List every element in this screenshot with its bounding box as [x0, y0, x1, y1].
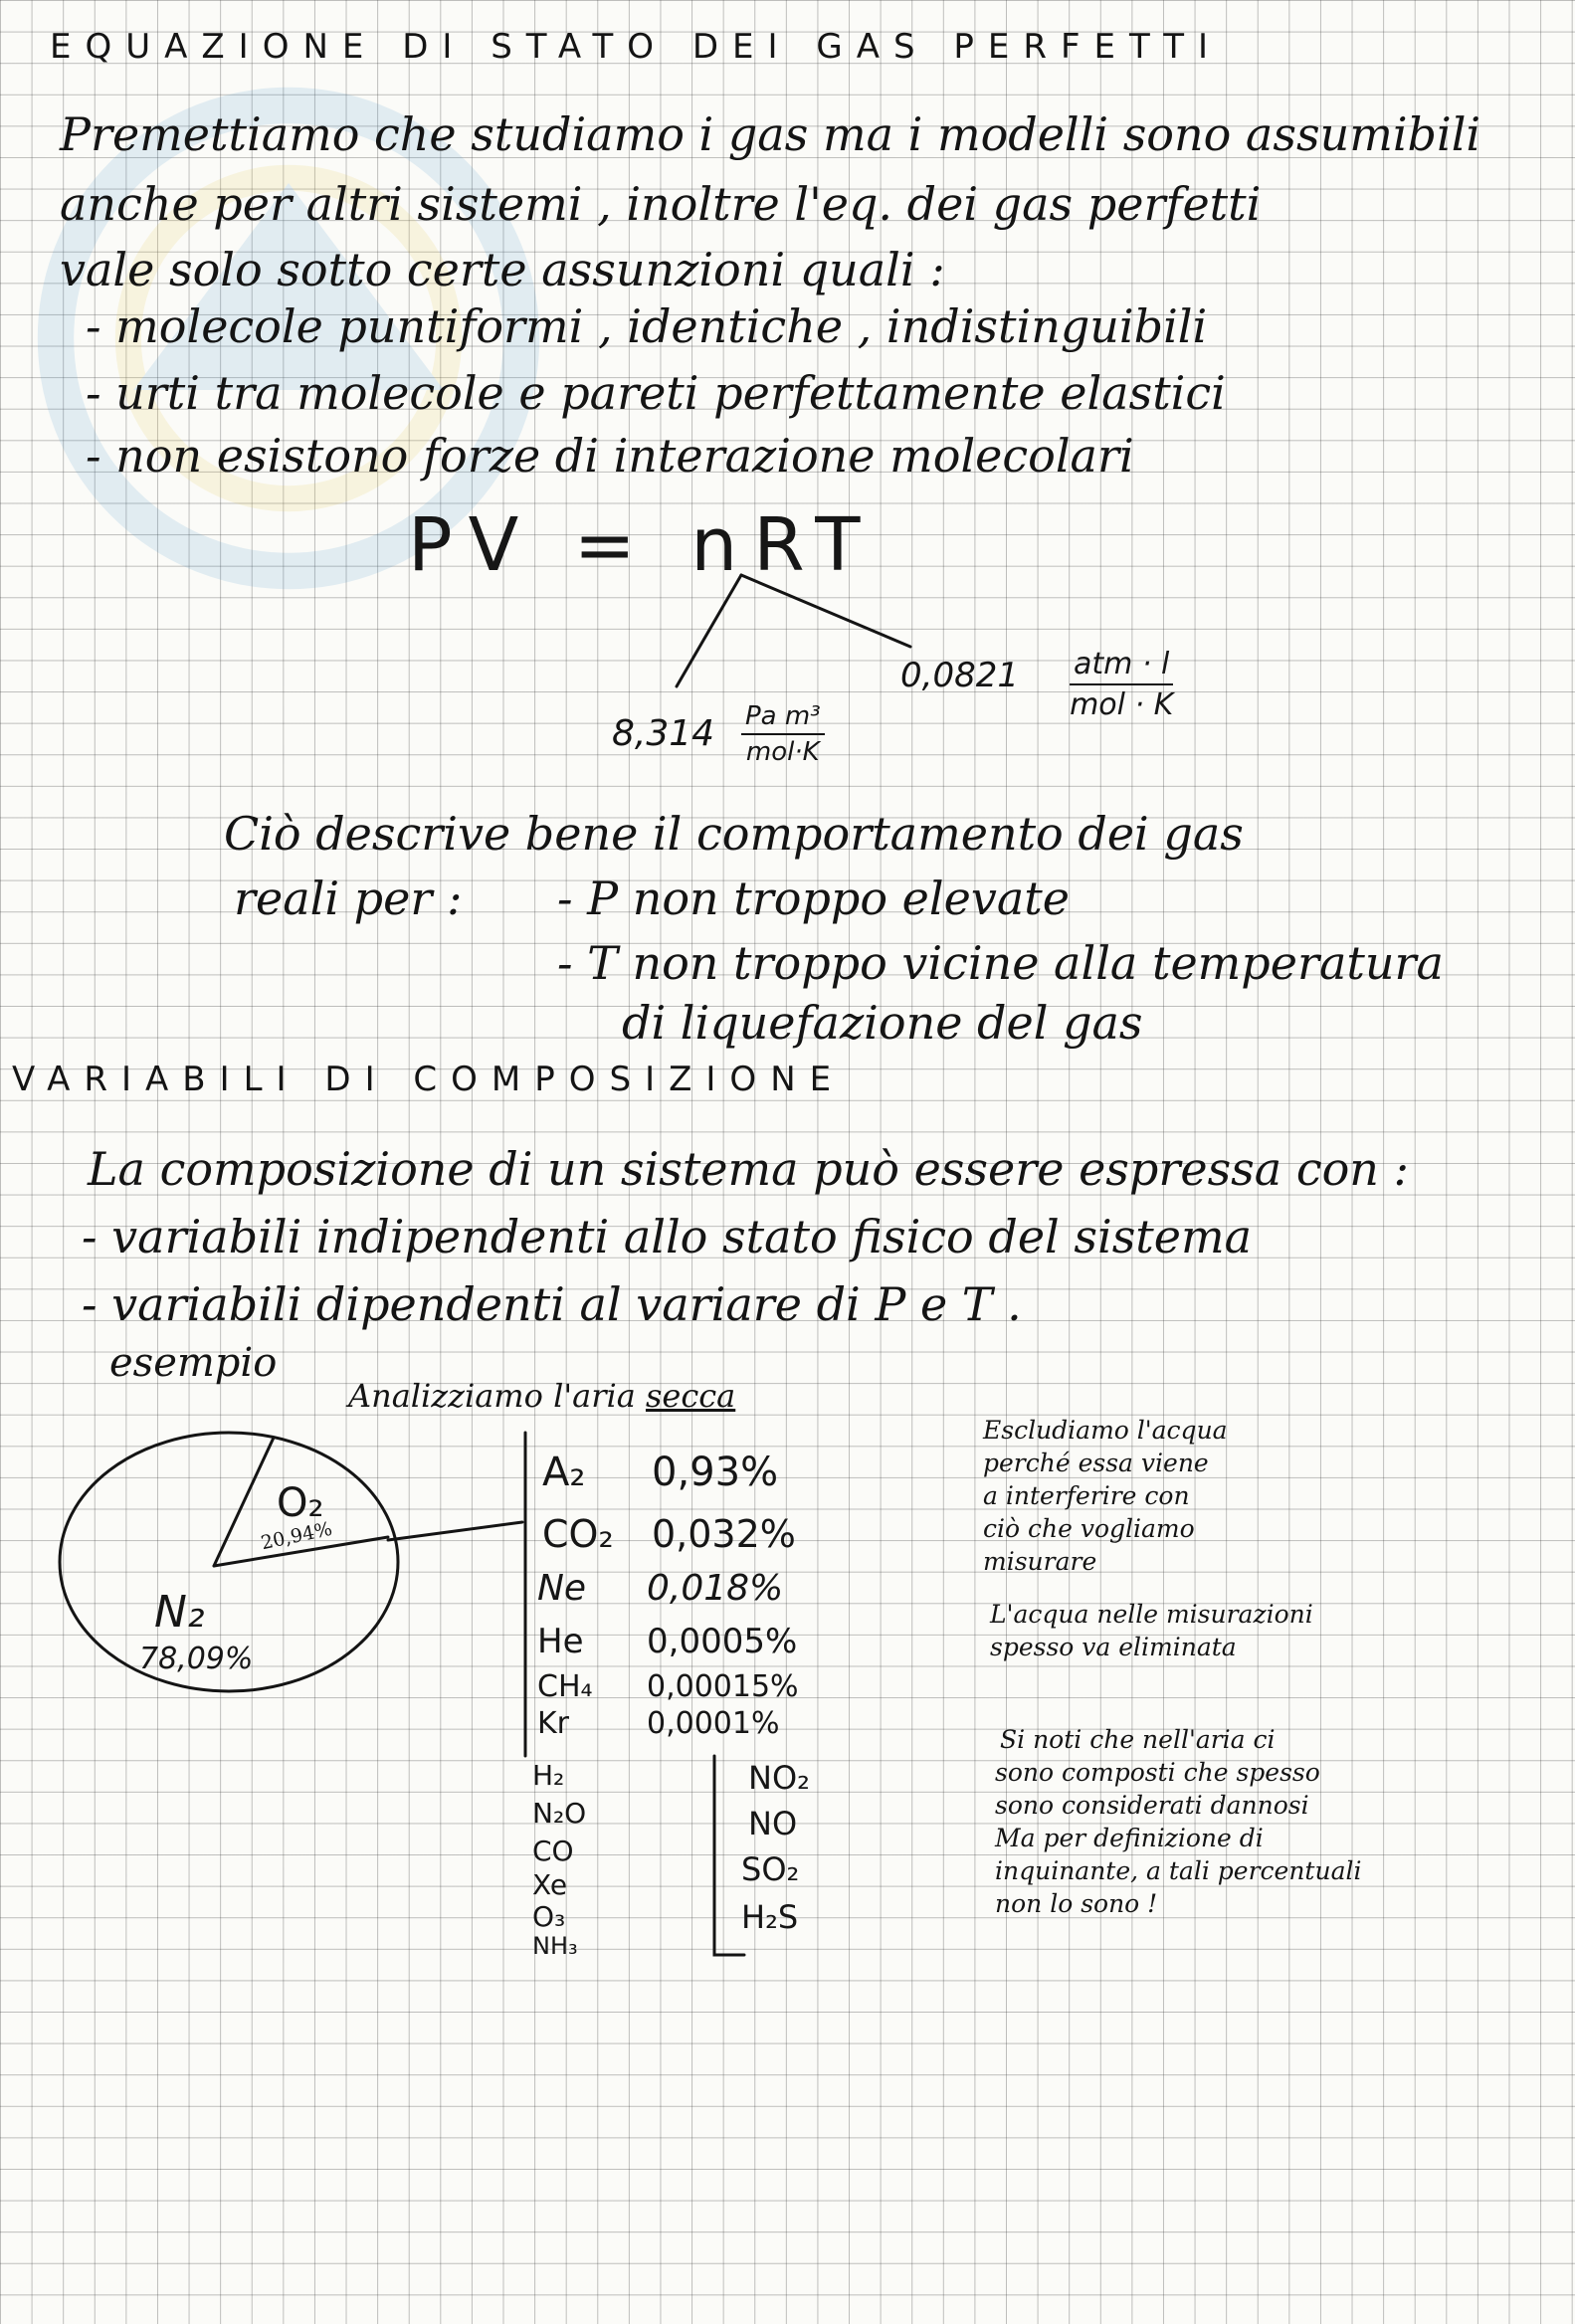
gas-row-methane — [537, 1669, 799, 1704]
gas-row-argon — [542, 1450, 778, 1495]
validity-condition-t: - T non troppo vicine alla temperatura — [557, 936, 1444, 990]
assumption-2: - urti tra molecole e pareti perfettamente elastici — [86, 366, 1226, 420]
section-title-composition: VARIABILI DI COMPOSIZIONE — [12, 1060, 846, 1099]
assumption-1: - molecole puntiformi , identiche , indistinguibili — [86, 299, 1208, 353]
pie-o2-value: 20,94% — [259, 1517, 334, 1555]
note-water-line-6: L'acqua nelle misurazioni — [990, 1600, 1313, 1629]
note-water-line-3: a interferire con — [983, 1481, 1190, 1510]
gas-symbol: Ne — [537, 1568, 587, 1609]
pie-o2-label: O₂ — [277, 1480, 324, 1526]
note-pollutant-line-5: inquinante, a tali percentuali — [995, 1856, 1362, 1885]
gas-percent: 0,93% — [652, 1450, 779, 1495]
gas-symbol: He — [537, 1622, 584, 1661]
r-unit-atm-den: mol · K — [1070, 687, 1174, 722]
trace-gas-right: NO — [748, 1805, 798, 1842]
pie-leader-line — [388, 1522, 522, 1540]
air-title-prefix: Analizziamo l'aria — [348, 1377, 636, 1415]
gas-row-neon — [537, 1568, 783, 1609]
note-water-line-7: spesso va eliminata — [990, 1633, 1237, 1661]
note-pollutant-line-3: sono considerati dannosi — [995, 1791, 1309, 1820]
example-label: esempio — [109, 1340, 278, 1386]
trace-gas-left: N₂O — [532, 1797, 587, 1830]
note-pollutant-line-1: Si noti che nell'aria ci — [1000, 1725, 1276, 1754]
trace-gas-right: H₂S — [741, 1898, 799, 1936]
gas-percent: 0,00015% — [647, 1669, 799, 1704]
r-unit-si-num: Pa m³ — [741, 701, 825, 735]
r-unit-si-den: mol·K — [745, 737, 820, 767]
validity-condition-t-cont: di liquefazione del gas — [622, 996, 1143, 1050]
validity-line-2: reali per : — [234, 872, 463, 925]
note-pollutant-line-2: sono composti che spesso — [995, 1758, 1320, 1787]
gas-percent: 0,032% — [652, 1512, 796, 1556]
r-value-si: 8,314 — [612, 713, 715, 754]
note-water-line-2: perché essa viene — [983, 1449, 1209, 1477]
pie-n2-label: N₂ — [154, 1587, 205, 1638]
trace-gas-left: CO — [532, 1835, 574, 1867]
gas-percent: 0,0005% — [647, 1622, 798, 1661]
gas-symbol: A₂ — [542, 1450, 586, 1495]
intro-line-1: Premettiamo che studiamo i gas ma i modelli sono assumibili — [60, 107, 1481, 161]
air-title-emph: secca — [645, 1377, 736, 1415]
r-left-arrow — [677, 575, 741, 686]
validity-condition-p: - P non troppo elevate — [557, 872, 1070, 925]
assumption-3: - non esistono forze di interazione molecolari — [86, 429, 1134, 483]
gas-row-helium — [537, 1622, 797, 1661]
composition-line-3: - variabili dipendenti al variare di P e T . — [82, 1277, 1022, 1331]
trace-gas-right: NO₂ — [748, 1759, 810, 1797]
gas-row-co2 — [542, 1512, 796, 1556]
ideal-gas-formula: PV = nRT — [408, 502, 877, 588]
page-title: EQUAZIONE DI STATO DEI GAS PERFETTI — [50, 27, 1222, 67]
trace-gas-left: NH₃ — [532, 1932, 578, 1960]
composition-line-1: La composizione di un sistema può essere espressa con : — [88, 1142, 1410, 1196]
trace-gas-left: O₃ — [532, 1900, 566, 1933]
trace-gas-bracket — [714, 1756, 744, 1955]
gas-symbol: CO₂ — [542, 1512, 614, 1556]
composition-line-2: - variabili indipendenti allo stato fisico del sistema — [82, 1210, 1253, 1263]
note-water-line-4: ciò che vogliamo — [983, 1514, 1195, 1543]
r-right-arrow — [741, 575, 910, 647]
pie-n2-value: 78,09% — [139, 1642, 254, 1676]
note-pollutant-line-6: non lo sono ! — [995, 1889, 1158, 1918]
gas-row-krypton — [537, 1706, 779, 1741]
note-water-line-5: misurare — [983, 1547, 1097, 1576]
intro-line-3: vale solo sotto certe assunzioni quali : — [60, 243, 945, 296]
note-pollutant-line-4: Ma per definizione di — [995, 1824, 1264, 1852]
intro-line-2: anche per altri sistemi , inoltre l'eq. dei gas perfetti — [60, 177, 1262, 231]
trace-gas-left: Xe — [532, 1868, 568, 1901]
gas-symbol: CH₄ — [537, 1669, 593, 1704]
trace-gas-left: H₂ — [532, 1759, 565, 1792]
r-value-atm: 0,0821 — [900, 656, 1019, 695]
r-unit-atm-num: atm · l — [1070, 647, 1173, 685]
note-water-line-1: Escludiamo l'acqua — [983, 1416, 1228, 1445]
validity-line-1: Ciò descrive bene il comportamento dei gas — [224, 807, 1244, 861]
gas-symbol: Kr — [537, 1706, 570, 1741]
gas-percent: 0,018% — [647, 1568, 784, 1609]
gas-percent: 0,0001% — [647, 1706, 780, 1741]
trace-gas-right: SO₂ — [741, 1850, 800, 1888]
